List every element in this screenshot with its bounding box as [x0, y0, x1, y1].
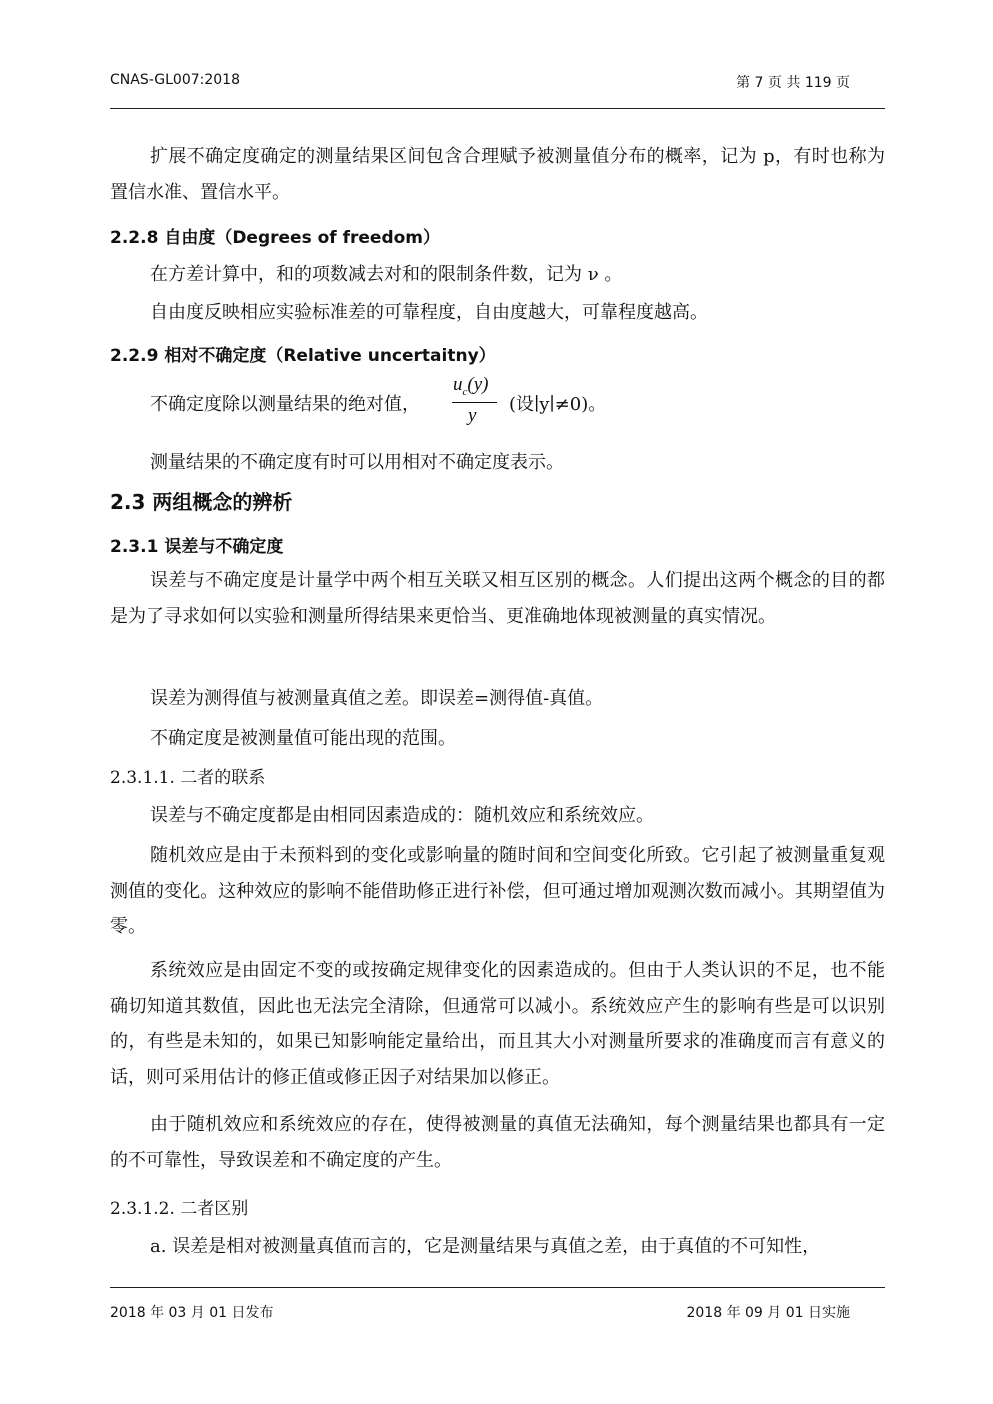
paragraph-difference-a: a. 误差是相对被测量真值而言的，它是测量结果与真值之差，由于真值的不可知性， [150, 1236, 821, 1257]
paragraph-relative-uncertainty-post: (设∣y∣≠0)。 [509, 394, 607, 415]
formula-fraction-bar [452, 402, 497, 403]
effective-date: 2018 年 09 月 01 日实施 [686, 1305, 850, 1321]
paragraph-common-causes: 误差与不确定度都是由相同因素造成的：随机效应和系统效应。 [150, 805, 654, 826]
footer-divider [110, 1287, 885, 1288]
document-code: CNAS-GL007:2018 [110, 72, 240, 88]
paragraph-systematic-effect: 系统效应是由固定不变的或按确定规律变化的因素造成的。但由于人类认识的不足，也不能确切知道其数值，因此也无法完全清除，但通常可以减小。系统效应产生的影响有些是可以识别的，有些是未知的，如果已知影响能定量给出，而且其大小对测量所要求的准确度而言有意义的话，则可采用估计的修正值或修正因子对结果加以修正。 [110, 960, 885, 1088]
section-2-3-1-title: 2.3.1 误差与不确定度 [110, 537, 284, 557]
paragraph-degrees-reliability: 自由度反映相应实验标准差的可靠程度，自由度越大，可靠程度越高。 [150, 302, 708, 323]
section-2-3-1-2-title: 2.3.1.2. 二者区别 [110, 1199, 249, 1219]
issue-date: 2018 年 03 月 01 日发布 [110, 1305, 274, 1321]
page-info: 第 7 页 共 119 页 [736, 75, 850, 91]
section-2-3-title: 2.3 两组概念的辨析 [110, 490, 293, 514]
paragraph-relative-uncertainty-usage: 测量结果的不确定度有时可以用相对不确定度表示。 [150, 452, 564, 473]
formula-numerator-subscript: c [462, 385, 468, 398]
paragraph-degrees-definition: 在方差计算中，和的项数减去对和的限制条件数，记为 ν 。 [150, 264, 623, 285]
header-divider [110, 108, 885, 109]
paragraph-relative-uncertainty-pre: 不确定度除以测量结果的绝对值， [150, 394, 420, 415]
paragraph-error-definition: 误差为测得值与被测量真值之差。即误差=测得值-真值。 [150, 688, 604, 709]
paragraph-confidence-level: 扩展不确定度确定的测量结果区间包含合理赋予被测量值分布的概率，记为 p，有时也称为置信水准、置信水平。 [110, 146, 885, 203]
formula-denominator: y [468, 405, 477, 426]
paragraph-error-uncertainty-concepts: 误差与不确定度是计量学中两个相互关联又相互区别的概念。人们提出这两个概念的目的都是为了寻求如何以实验和测量所得结果来更恰当、更准确地体现被测量的真实情况。 [110, 570, 885, 627]
paragraph-true-value-unknowable: 由于随机效应和系统效应的存在，使得被测量的真值无法确知，每个测量结果也都具有一定的不可靠性，导致误差和不确定度的产生。 [110, 1114, 885, 1171]
section-2-3-1-1-title: 2.3.1.1. 二者的联系 [110, 768, 266, 788]
paragraph-random-effect: 随机效应是由于未预料到的变化或影响量的随时间和空间变化所致。它引起了被测量重复观测值的变化。这种效应的影响不能借助修正进行补偿，但可通过增加观测次数而减小。其期望值为零。 [110, 845, 885, 937]
paragraph-uncertainty-definition: 不确定度是被测量值可能出现的范围。 [150, 728, 456, 749]
formula-numerator: $u_c(y)$ [453, 374, 489, 398]
section-2-2-9-title: 2.2.9 相对不确定度（Relative uncertaitny） [110, 346, 496, 366]
section-2-2-8-title: 2.2.8 自由度（Degrees of freedom） [110, 228, 441, 248]
